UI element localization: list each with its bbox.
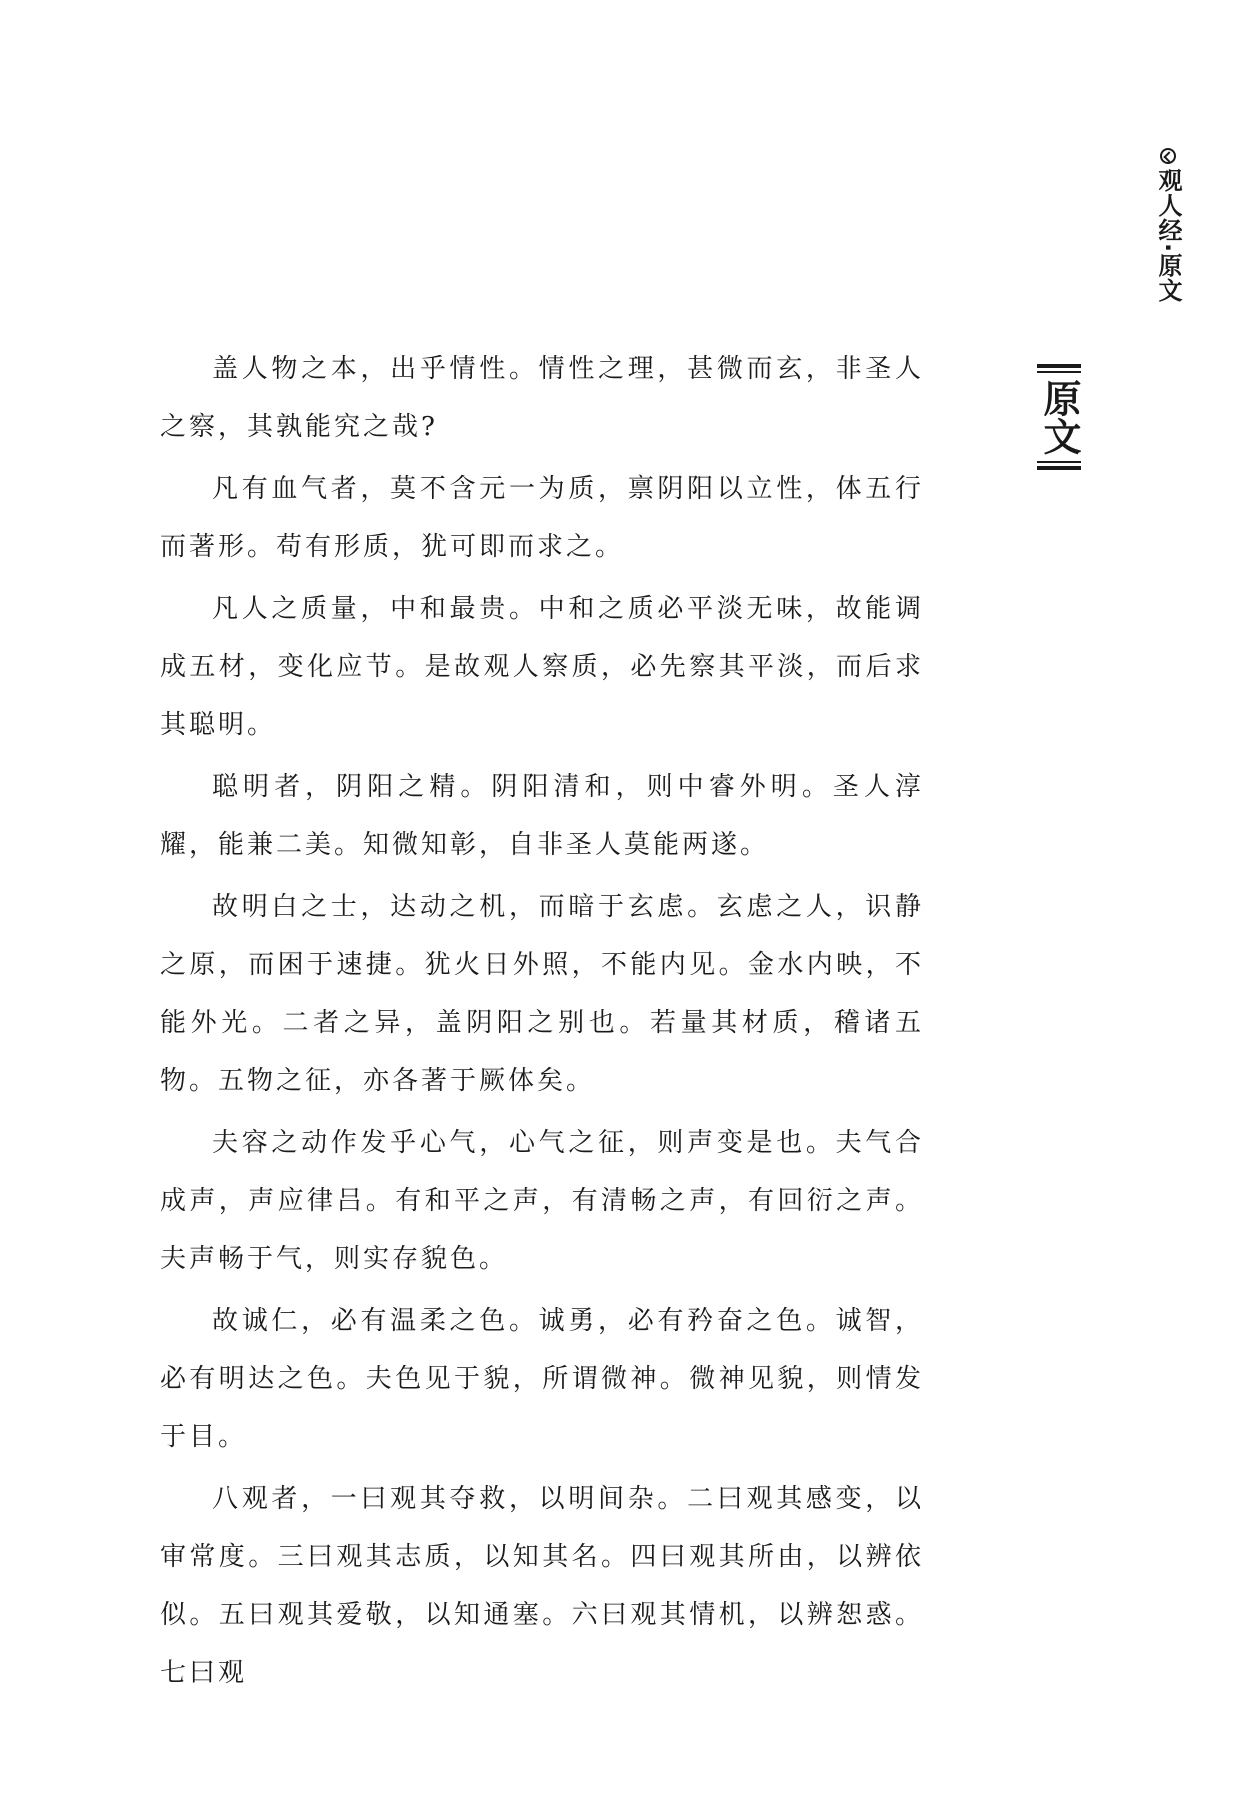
paragraph-8: 八观者，一曰观其夺救，以明间杂。二曰观其感变，以审常度。三曰观其志质，以知其名。四曰观其所由，以辨依似。五曰观其爱敬，以知通塞。六曰观其情机，以辨恕惑。七曰观: [160, 1484, 924, 1688]
running-head-title: 观人经·原文: [1154, 168, 1182, 304]
running-head: [1150, 148, 1186, 303]
text-body: [160, 340, 924, 1706]
section-rule-top: [1037, 364, 1081, 373]
paragraph-7: 故诚仁，必有温柔之色。诚勇，必有矜奋之色。诚智，必有明达之色。夫色见于貌，所谓微神。微神见貌，则情发于目。: [160, 1306, 924, 1452]
paragraph-6: 夫容之动作发乎心气，心气之征，则声变是也。夫气合成声，声应律吕。有和平之声，有清畅之声，有回衍之声。夫声畅于气，则实存貌色。: [160, 1128, 924, 1274]
ornament-icon: [1160, 148, 1176, 164]
paragraph-5: 故明白之士，达动之机，而暗于玄虑。玄虑之人，识静之原，而困于速捷。犹火日外照，不能内见。金水内映，不能外光。二者之异，盖阴阳之别也。若量其材质，稽诸五物。五物之征，亦各著于厥体矣。: [160, 892, 924, 1096]
section-rule-bottom: [1037, 461, 1081, 470]
paragraph-1: 盖人物之本，出乎情性。情性之理，甚微而玄，非圣人之察，其孰能究之哉?: [160, 354, 924, 442]
paragraph-2: 凡有血气者，莫不含元一为质，禀阴阳以立性，体五行而著形。苟有形质，犹可即而求之。: [160, 474, 924, 562]
paragraph-3: 凡人之质量，中和最贵。中和之质必平淡无味，故能调成五材，变化应节。是故观人察质，必先察其平淡，而后求其聪明。: [160, 594, 924, 740]
section-marker: [1036, 364, 1082, 470]
section-label: 原文: [1037, 379, 1081, 455]
paragraph-4: 聪明者，阴阳之精。阴阳清和，则中睿外明。圣人淳耀，能兼二美。知微知彰，自非圣人莫能两遂。: [160, 772, 924, 860]
